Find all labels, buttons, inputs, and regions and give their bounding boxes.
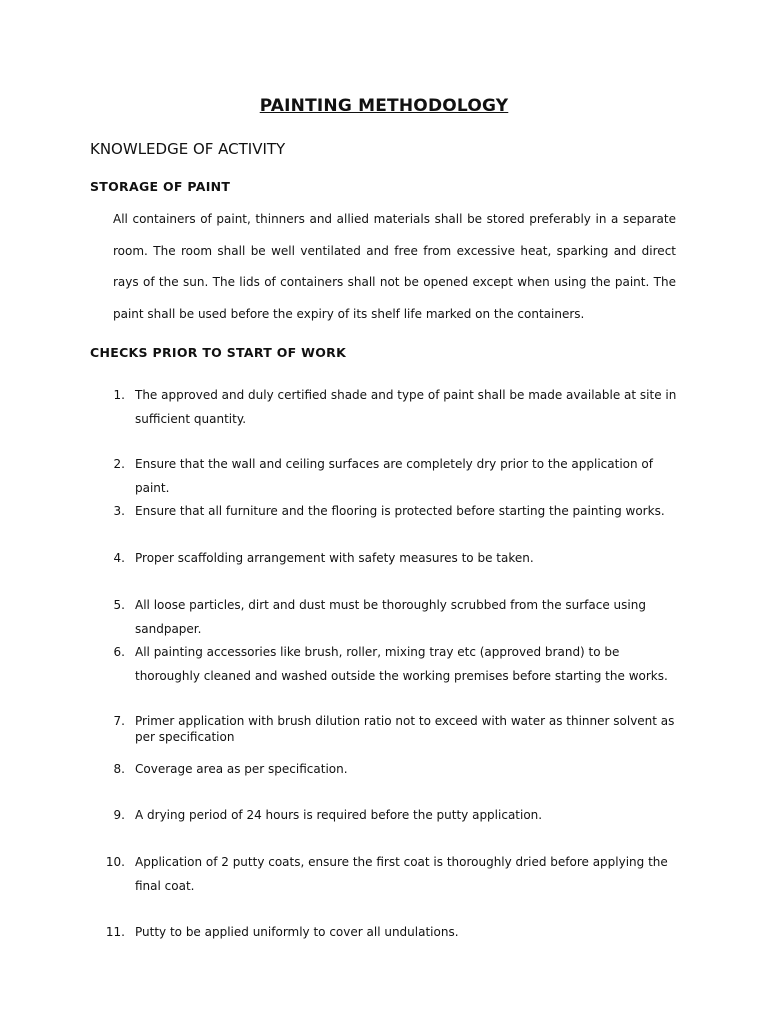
section-heading: KNOWLEDGE OF ACTIVITY	[90, 140, 286, 158]
list-item-number: 6.	[113, 645, 125, 659]
list-item-number: 1.	[113, 388, 125, 402]
checks-heading: CHECKS PRIOR TO START OF WORK	[90, 345, 347, 360]
document-title: PAINTING METHODOLOGY	[259, 96, 509, 116]
list-item-text: Coverage area as per specification.	[135, 762, 348, 776]
list-item-text: All painting accessories like brush, roller, mixing tray etc (approved brand) to be thoroughly cleaned and washed outside the working premises before starting the works.	[135, 645, 668, 683]
list-item-number: 2.	[113, 457, 125, 471]
list-item-text: Ensure that all furniture and the flooring is protected before starting the painting works.	[135, 504, 665, 518]
list-item-number: 10.	[105, 855, 125, 869]
list-item-text: The approved and duly certified shade and type of paint shall be made available at site in sufficient quantity.	[135, 388, 677, 426]
list-item-number: 3.	[113, 504, 125, 518]
list-item-number: 7.	[113, 714, 125, 728]
list-item-text: All loose particles, dirt and dust must be thoroughly scrubbed from the surface using sandpaper.	[135, 598, 646, 636]
list-item-number: 9.	[113, 808, 125, 822]
list-item-text: Putty to be applied uniformly to cover all undulations.	[135, 925, 459, 939]
storage-heading: STORAGE OF PAINT	[90, 179, 231, 194]
list-item-number: 5.	[113, 598, 125, 612]
list-item-number: 11.	[105, 925, 125, 939]
list-item-text: Application of 2 putty coats, ensure the first coat is thoroughly dried before applying the final coat.	[135, 855, 668, 893]
list-item-text: A drying period of 24 hours is required before the putty application.	[135, 808, 543, 822]
list-item-text: Ensure that the wall and ceiling surfaces are completely dry prior to the application of paint.	[135, 457, 653, 495]
list-item-text: Proper scaffolding arrangement with safety measures to be taken.	[135, 551, 534, 565]
list-item-number: 4.	[113, 551, 125, 565]
list-item-number: 8.	[113, 762, 125, 776]
list-item-text: Primer application with brush dilution ratio not to exceed with water as thinner solvent as per specification	[135, 714, 675, 744]
storage-paragraph: All containers of paint, thinners and allied materials shall be stored preferably in a separate room. The room shall be well ventilated and free from excessive heat, sparking and direct rays of the sun. The lids of containers shall not be opened except when using the paint. The paint shall be used before the expiry of its shelf life marked on the containers.	[113, 212, 676, 321]
